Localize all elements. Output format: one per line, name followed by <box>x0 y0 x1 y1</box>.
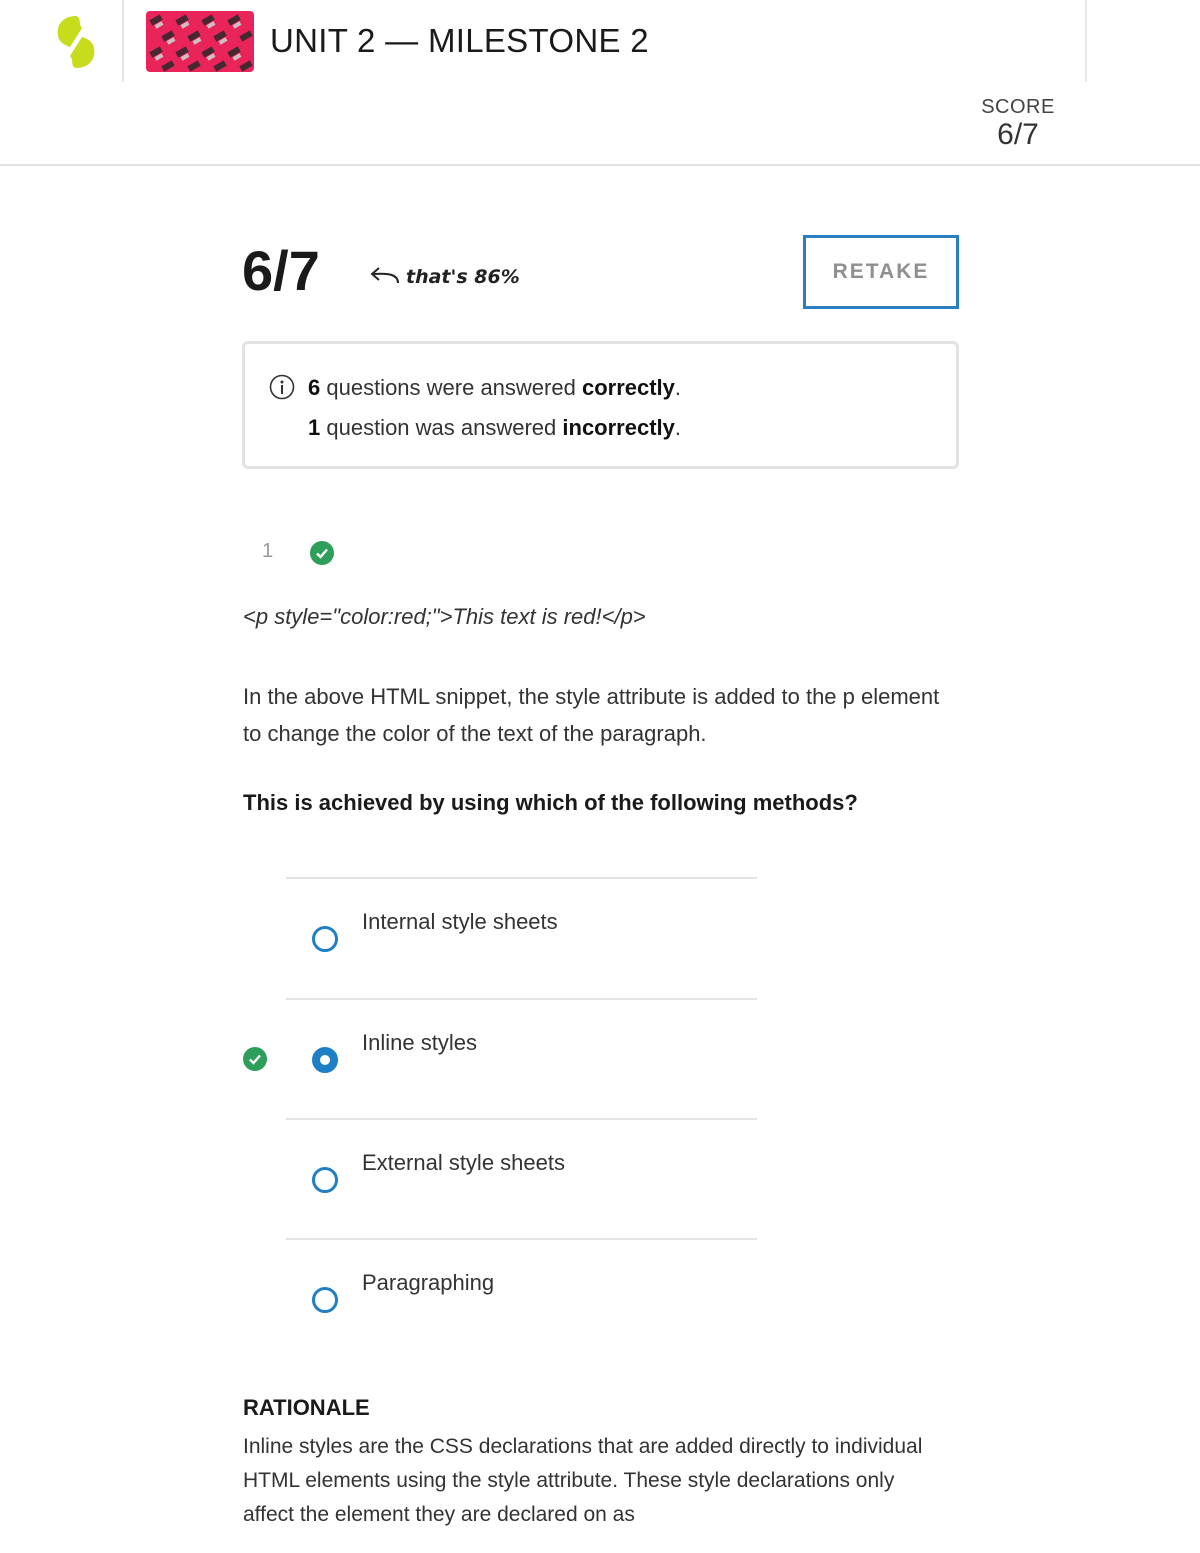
info-icon <box>269 374 295 400</box>
score-value: 6/7 <box>997 118 1039 151</box>
incorrect-word: incorrectly <box>562 415 675 440</box>
question-description: In the above HTML snippet, the style attribute is added to the p element to change the color of the text of the paragraph. <box>243 684 940 746</box>
rationale-title: RATIONALE <box>243 1395 370 1420</box>
option-internal-style-sheets[interactable] <box>286 879 757 997</box>
correct-word: correctly <box>581 375 675 400</box>
unit-thumbnail <box>146 11 254 72</box>
option-paragraphing[interactable] <box>286 1240 757 1358</box>
option-label: Inline styles <box>362 1030 477 1055</box>
option-label: External style sheets <box>362 1150 565 1175</box>
radio-button[interactable] <box>312 1287 338 1313</box>
score-label: SCORE <box>981 96 1055 118</box>
percent-note-text: that's 86% <box>406 266 520 288</box>
period-1: . <box>674 375 682 400</box>
radio-button[interactable] <box>312 926 338 952</box>
question-correct-check-icon <box>309 540 335 566</box>
correct-count: 6 <box>308 375 321 400</box>
percent-note <box>368 266 520 288</box>
incorrect-summary-text: question was answered <box>320 415 563 440</box>
option-label: Paragraphing <box>362 1270 495 1295</box>
top-header <box>0 0 1200 166</box>
radio-button[interactable] <box>312 1167 338 1193</box>
retake-button[interactable]: RETAKE <box>803 235 959 309</box>
incorrect-summary-line <box>308 415 681 441</box>
header-divider-left <box>122 0 124 82</box>
results-summary-box <box>242 341 959 469</box>
option-label: Internal style sheets <box>362 909 558 934</box>
correct-answer-check-icon <box>242 1046 268 1072</box>
code-snippet: <p style="color:red;">This text is red!</p> <box>243 604 646 629</box>
incorrect-count: 1 <box>308 415 321 440</box>
correct-summary-text: questions were answered <box>320 375 582 400</box>
question-number: 1 <box>262 540 274 562</box>
rationale-text: Inline styles are the CSS declarations that are added directly to individual HTML elements using the style attribute. These style declarations only affect the element they are declared on as <box>243 1435 923 1526</box>
correct-summary-line <box>308 375 681 401</box>
curved-arrow-left-icon <box>368 266 400 288</box>
header-divider-right <box>1085 0 1087 82</box>
big-score: 6/7 <box>242 239 320 302</box>
radio-button-selected[interactable] <box>312 1047 338 1073</box>
question-prompt: This is achieved by using which of the following methods? <box>243 790 858 815</box>
period-2: . <box>674 415 682 440</box>
sophia-logo-icon[interactable] <box>52 14 100 70</box>
option-inline-styles[interactable] <box>286 1000 757 1118</box>
option-external-style-sheets[interactable] <box>286 1120 757 1238</box>
unit-title: UNIT 2 — MILESTONE 2 <box>270 22 649 59</box>
